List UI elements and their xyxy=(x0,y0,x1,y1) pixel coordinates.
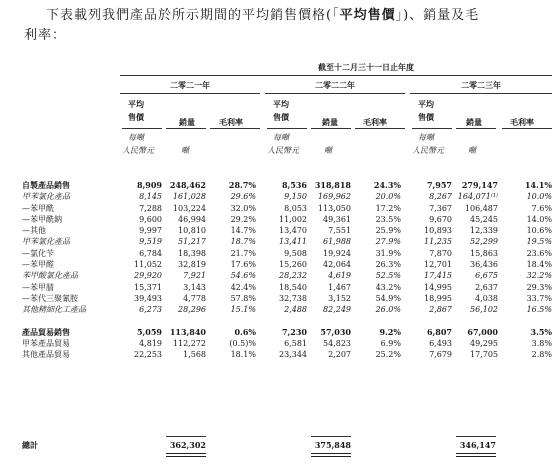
row-label: —氯化苄 xyxy=(22,248,54,258)
cell-value: 15,863 xyxy=(470,248,498,258)
cell-value: 6,273 xyxy=(139,305,162,315)
table-row xyxy=(22,225,552,236)
cell-value: 169,962 xyxy=(317,192,351,202)
cell-value: 21.7% xyxy=(230,248,256,258)
row-label: —苯甲酰鈉 xyxy=(22,214,62,224)
asp-unit-2021-l2: 人民幣元 xyxy=(122,146,154,155)
table-row xyxy=(22,248,552,259)
cell-value: 57.8% xyxy=(230,293,256,303)
cell-value: 6,493 xyxy=(429,339,452,349)
cell-value: 7,870 xyxy=(429,248,452,258)
row-label: 甲苯氯化產品 xyxy=(22,237,70,247)
cell-value xyxy=(206,316,256,327)
cell-value: 9,508 xyxy=(284,248,307,258)
cell-value: 61,988 xyxy=(323,237,351,247)
cell-value: 7,551 xyxy=(328,226,351,236)
total-rule-2021 xyxy=(166,436,206,437)
total-double-rule-2023 xyxy=(456,453,496,457)
row-label: 其他精細化工產品 xyxy=(22,305,86,315)
cell-value: 32,738 xyxy=(279,293,307,303)
total-2021: 362,302 xyxy=(169,440,206,450)
cell-value: 20.0% xyxy=(375,192,401,202)
cell-value: 18.4% xyxy=(526,260,552,270)
row-label: 甲苯產品貿易 xyxy=(22,339,70,349)
cell-value: 3.8% xyxy=(531,339,552,349)
cell-value: 6,581 xyxy=(284,339,307,349)
volume-header-2021: 銷量 xyxy=(179,117,195,127)
cell-value: 7,957 xyxy=(426,180,452,190)
cell-value: 19,924 xyxy=(323,248,351,258)
cell-value: 54.9% xyxy=(375,293,401,303)
cell-value: 9,670 xyxy=(429,214,452,224)
intro-text-end: 」)、銷量及毛 xyxy=(395,8,480,23)
cell-value: 6,675 xyxy=(475,271,498,281)
cell-value: (0.5)% xyxy=(229,339,256,349)
cell-value xyxy=(351,316,401,327)
table-row xyxy=(22,270,552,281)
cell-value: 43.2% xyxy=(375,282,401,292)
cell-value: 57,030 xyxy=(320,326,351,337)
cell-value: 7.6% xyxy=(531,203,552,213)
cell-value: 26.3% xyxy=(375,260,401,270)
margin-rule-2021 xyxy=(210,128,260,129)
table-row xyxy=(22,293,552,304)
margin-rule-2023 xyxy=(502,128,552,129)
cell-value: 13,411 xyxy=(279,237,307,247)
row-label: 苯甲酸氯化產品 xyxy=(22,271,78,281)
period-header: 截至十二月三十一日止年度 xyxy=(318,62,414,72)
total-2022: 375,848 xyxy=(314,440,351,450)
table-row xyxy=(22,180,552,191)
cell-value: 10,810 xyxy=(178,226,206,236)
asp-header-2023-l2: 售價 xyxy=(418,112,434,122)
total-rule-2022 xyxy=(311,436,351,437)
row-label: 自製產品銷售 xyxy=(22,180,70,190)
cell-value: 56,102 xyxy=(470,305,498,315)
table-row xyxy=(22,349,552,360)
table-row xyxy=(22,327,552,338)
cell-value: 49,361 xyxy=(323,214,351,224)
asp-rule-2023 xyxy=(412,128,452,129)
table-row xyxy=(22,214,552,225)
cell-value: 4,819 xyxy=(139,339,162,349)
cell-value: 7,921 xyxy=(183,271,206,281)
asp-rule-2021 xyxy=(122,128,162,129)
cell-value: 4,038 xyxy=(475,293,498,303)
cell-value: 42.4% xyxy=(230,282,256,292)
cell-value: 17.2% xyxy=(375,203,401,213)
row-label: —其他 xyxy=(22,226,46,236)
cell-value: 9,997 xyxy=(139,226,162,236)
cell-value: 112,272 xyxy=(172,339,206,349)
table-row xyxy=(22,259,552,270)
cell-value: 18.7% xyxy=(230,237,256,247)
cell-value: 15.1% xyxy=(230,305,256,315)
cell-value: 54,823 xyxy=(323,339,351,349)
cell-value: 7,679 xyxy=(429,350,452,360)
cell-value: 18.1% xyxy=(230,350,256,360)
cell-value: 12,339 xyxy=(470,226,498,236)
row-label: —苯代三聚氰胺 xyxy=(22,293,78,303)
cell-value: 113,050 xyxy=(317,203,351,213)
year-header-2022: 二零二二年 xyxy=(315,80,355,90)
year-header-2021: 二零二一年 xyxy=(170,80,210,90)
cell-value: 10,893 xyxy=(424,226,452,236)
total-double-rule-2022 xyxy=(311,453,351,457)
cell-value: 2.8% xyxy=(531,350,552,360)
table-row xyxy=(22,304,552,315)
table-row xyxy=(22,203,552,214)
year-rule-2021 xyxy=(120,93,260,94)
cell-value: 32.2% xyxy=(526,271,552,281)
volume-rule-2022 xyxy=(311,128,351,129)
row-label xyxy=(22,316,122,327)
cell-value: 52,299 xyxy=(470,237,498,247)
asp-unit-2023-l1: 每噸 xyxy=(418,133,434,142)
cell-value: 248,462 xyxy=(169,180,206,190)
cell-value: 42,064 xyxy=(323,260,351,270)
cell-value: 39,493 xyxy=(134,293,162,303)
cell-value: 23.6% xyxy=(526,248,552,258)
asp-header-2021-l1: 平均 xyxy=(128,99,144,109)
cell-value: 2,488 xyxy=(284,305,307,315)
cell-value: 29,920 xyxy=(134,271,162,281)
asp-header-2021-l2: 售價 xyxy=(128,112,144,122)
cell-value: 26.0% xyxy=(375,305,401,315)
intro-bold-term: 平均售價 xyxy=(339,8,396,23)
sales-table-body xyxy=(22,180,552,361)
cell-value: 12,701 xyxy=(424,260,452,270)
cell-value xyxy=(256,316,307,327)
asp-unit-2023-l2: 人民幣元 xyxy=(412,146,444,155)
cell-value: 27.9% xyxy=(375,237,401,247)
cell-value: 8,145 xyxy=(139,192,162,202)
volume-rule-2023 xyxy=(456,128,496,129)
cell-value: 16.5% xyxy=(526,305,552,315)
asp-unit-2021-l1: 每噸 xyxy=(128,133,144,142)
cell-value: 52.5% xyxy=(375,271,401,281)
cell-value: 23.5% xyxy=(375,214,401,224)
asp-unit-2022-l1: 每噸 xyxy=(273,133,289,142)
intro-text: 下表載列我們產品於所示期間的平均銷售價格(「 xyxy=(46,8,340,23)
cell-value: 23,344 xyxy=(279,350,307,360)
year-rule-2023 xyxy=(410,93,552,94)
cell-value xyxy=(122,316,162,327)
table-row xyxy=(22,236,552,247)
cell-value: 15,371 xyxy=(134,282,162,292)
cell-value: 3.5% xyxy=(530,326,552,337)
volume-header-2023: 銷量 xyxy=(466,117,482,127)
cell-value: 18,398 xyxy=(178,248,206,258)
total-2023: 346,147 xyxy=(459,440,496,450)
cell-value: 36,436 xyxy=(470,260,498,270)
cell-value xyxy=(307,316,351,327)
table-row xyxy=(22,338,552,349)
cell-value: 113,840 xyxy=(169,326,206,337)
cell-value: 11,002 xyxy=(279,214,307,224)
volume-header-2022: 銷量 xyxy=(322,117,338,127)
row-label: 其他產品貿易 xyxy=(22,350,70,360)
cell-value: 25.9% xyxy=(375,226,401,236)
cell-value: 24.3% xyxy=(373,180,401,190)
table-row xyxy=(22,316,552,327)
margin-header-2023: 毛利率 xyxy=(510,117,534,127)
total-label: 總計 xyxy=(22,440,38,450)
cell-value: 6,807 xyxy=(426,326,452,337)
cell-value: 9.2% xyxy=(379,326,401,337)
cell-value: 17.6% xyxy=(230,260,256,270)
cell-value: 279,147 xyxy=(461,180,498,190)
sales-table xyxy=(22,180,552,361)
margin-header-2021: 毛利率 xyxy=(219,117,243,127)
period-rule xyxy=(120,75,552,76)
cell-value xyxy=(401,316,452,327)
cell-value: 18,540 xyxy=(279,282,307,292)
cell-value: 10.6% xyxy=(526,226,552,236)
cell-value: 6.9% xyxy=(380,339,401,349)
cell-value xyxy=(498,316,552,327)
cell-value: 3,152 xyxy=(328,293,351,303)
volume-unit-2023: 噸 xyxy=(468,146,476,155)
cell-value: 25.2% xyxy=(375,350,401,360)
cell-value: 4,778 xyxy=(183,293,206,303)
cell-value: 51,217 xyxy=(178,237,206,247)
cell-value: 45,245 xyxy=(470,214,498,224)
cell-value: 15,260 xyxy=(279,260,307,270)
cell-value: 7,367 xyxy=(429,203,452,213)
cell-value: 49,295 xyxy=(470,339,498,349)
cell-value xyxy=(162,316,206,327)
cell-value: 7,230 xyxy=(281,326,307,337)
cell-value: 14.0% xyxy=(526,214,552,224)
row-label: —苯甲腈 xyxy=(22,282,54,292)
asp-header-2022-l2: 售價 xyxy=(273,112,289,122)
cell-value: 7,288 xyxy=(139,203,162,213)
asp-unit-2022-l2: 人民幣元 xyxy=(267,146,299,155)
cell-value: 1,568 xyxy=(183,350,206,360)
cell-value: 6,784 xyxy=(139,248,162,258)
cell-value: 14.1% xyxy=(524,180,552,190)
cell-value: 28,296 xyxy=(178,305,206,315)
cell-value: 29.3% xyxy=(526,282,552,292)
cell-value: 103,224 xyxy=(172,203,206,213)
cell-value: 4,619 xyxy=(328,271,351,281)
cell-value: 318,818 xyxy=(314,180,351,190)
cell-value xyxy=(452,316,498,327)
cell-value: 161,028 xyxy=(172,192,206,202)
asp-header-2022-l1: 平均 xyxy=(273,99,289,109)
cell-value: 164,071⁽¹⁾ xyxy=(457,192,498,202)
cell-value: 32.0% xyxy=(230,203,256,213)
cell-value: 8,536 xyxy=(281,180,307,190)
cell-value: 67,000 xyxy=(467,326,498,337)
margin-header-2022: 毛利率 xyxy=(363,117,387,127)
table-row xyxy=(22,191,552,202)
year-header-2023: 二零二三年 xyxy=(461,80,501,90)
volume-rule-2021 xyxy=(166,128,206,129)
cell-value: 18,995 xyxy=(424,293,452,303)
row-label: 甲苯氯化產品 xyxy=(22,192,70,202)
cell-value: 19.5% xyxy=(526,237,552,247)
cell-value: 1,467 xyxy=(328,282,351,292)
cell-value: 82,249 xyxy=(323,305,351,315)
cell-value: 28,232 xyxy=(279,271,307,281)
cell-value: 28.7% xyxy=(228,180,256,190)
margin-rule-2022 xyxy=(355,128,405,129)
cell-value: 17,415 xyxy=(424,271,452,281)
cell-value: 29.2% xyxy=(230,214,256,224)
row-label: —苯甲醛 xyxy=(22,260,54,270)
cell-value: 10.0% xyxy=(526,192,552,202)
cell-value: 13,470 xyxy=(279,226,307,236)
cell-value: 22,253 xyxy=(134,350,162,360)
total-double-rule-2021 xyxy=(166,453,206,457)
cell-value: 32,819 xyxy=(178,260,206,270)
cell-value: 8,267 xyxy=(429,192,452,202)
cell-value: 54.6% xyxy=(230,271,256,281)
cell-value: 31.9% xyxy=(375,248,401,258)
table-row xyxy=(22,282,552,293)
cell-value: 17,705 xyxy=(470,350,498,360)
cell-value: 8,909 xyxy=(136,180,162,190)
cell-value: 106,487 xyxy=(464,203,498,213)
cell-value: 2,637 xyxy=(475,282,498,292)
cell-value: 3,143 xyxy=(183,282,206,292)
cell-value: 33.7% xyxy=(526,293,552,303)
cell-value: 29.6% xyxy=(230,192,256,202)
cell-value: 46,994 xyxy=(178,214,206,224)
row-label: —苯甲酰 xyxy=(22,203,54,213)
intro-paragraph xyxy=(24,6,554,46)
cell-value: 2,867 xyxy=(429,305,452,315)
volume-unit-2021: 噸 xyxy=(181,146,189,155)
asp-header-2023-l1: 平均 xyxy=(418,99,434,109)
cell-value: 14.7% xyxy=(230,226,256,236)
cell-value: 8,053 xyxy=(284,203,307,213)
cell-value: 5,059 xyxy=(136,326,162,337)
cell-value: 2,207 xyxy=(328,350,351,360)
asp-rule-2022 xyxy=(267,128,307,129)
cell-value: 14,995 xyxy=(424,282,452,292)
cell-value: 9,519 xyxy=(139,237,162,247)
row-label: 產品貿易銷售 xyxy=(22,326,70,337)
cell-value: 11,235 xyxy=(424,237,452,247)
cell-value: 0.6% xyxy=(234,326,256,337)
cell-value: 9,150 xyxy=(284,192,307,202)
intro-text-line2: 利率： xyxy=(24,28,67,43)
cell-value: 11,052 xyxy=(134,260,162,270)
volume-unit-2022: 噸 xyxy=(324,146,332,155)
year-rule-2022 xyxy=(265,93,405,94)
total-rule-2023 xyxy=(456,436,496,437)
cell-value: 9,600 xyxy=(139,214,162,224)
